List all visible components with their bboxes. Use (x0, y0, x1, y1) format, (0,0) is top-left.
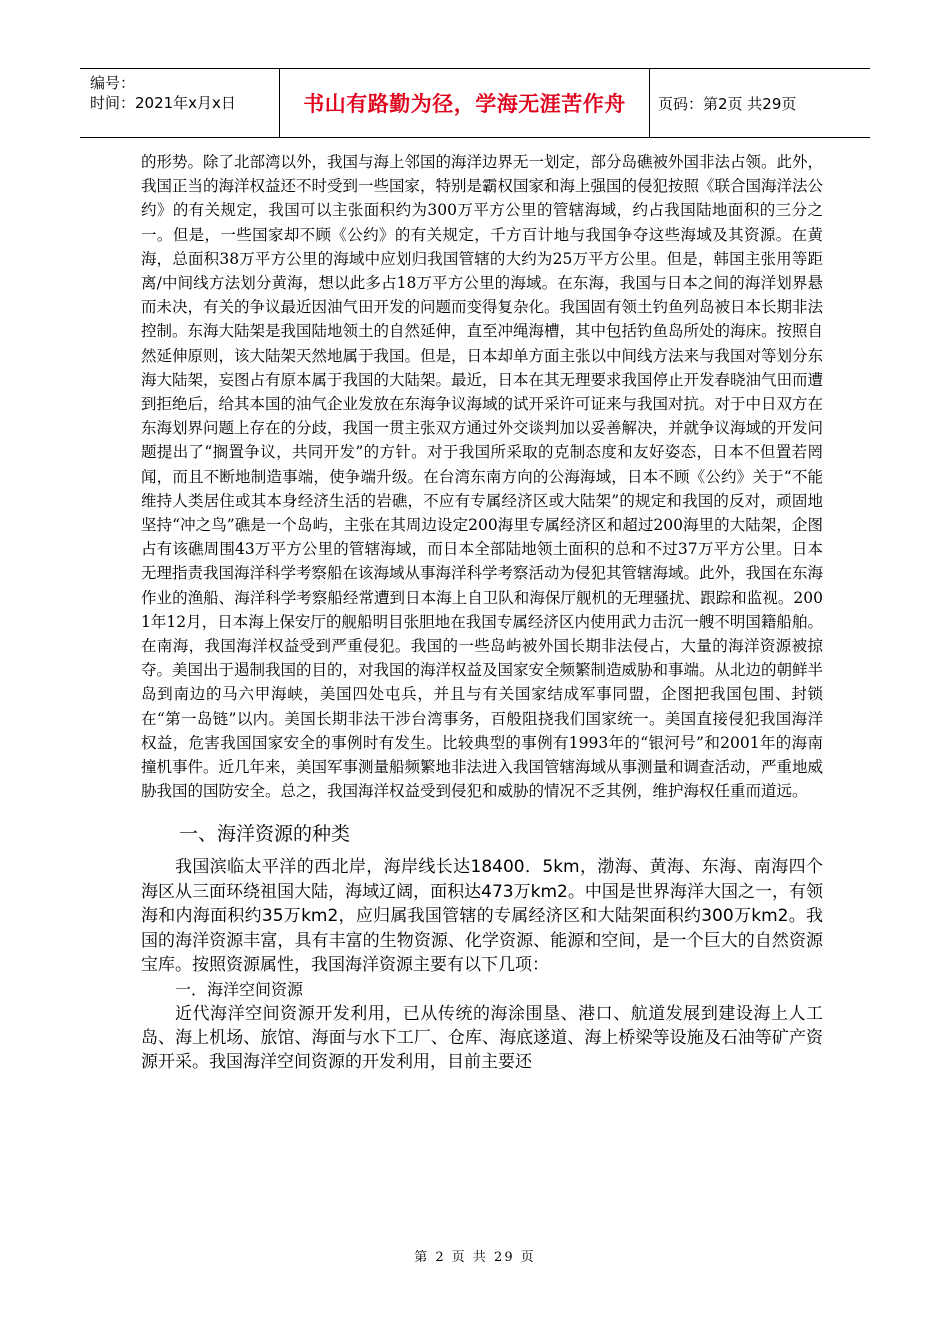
subsection-heading: 一．海洋空间资源 (175, 979, 304, 999)
header-page-cell (650, 69, 870, 137)
body-paragraph: 我国滨临太平洋的西北岸，海岸线长达18400．5km，渤海、黄海、东海、南海四个海区从三面环绕祖国大陆，海域辽阔，面积达473万km2。中国是世界海洋大国之一，有领海和内海面积约35万km2，应归属我国管辖的专属经济区和大陆架面积约300万km2。我国的海洋资源丰富，具有丰富的生物资源、化学资源、能源和空间，是一个巨大的自然资源宝库。按照资源属性，我国海洋资源主要有以下几项： (141, 857, 823, 976)
section-heading: 一、海洋资源的种类 (179, 823, 351, 846)
header-motto-cell (280, 69, 650, 137)
header-page-number: 页码：第2页 共29页 (658, 94, 797, 113)
header-motto: 书山有路勤为径，学海无涯苦作舟 (303, 92, 626, 116)
page-footer: 第 2 页 共 29 页 (414, 1250, 536, 1265)
document-date-label: 时间：2021年x月x日 (90, 94, 236, 112)
page-header (80, 68, 870, 138)
body-paragraph: 的形势。除了北部湾以外，我国与海上邻国的海洋边界无一划定，部分岛礁被外国非法占领。此外，我国正当的海洋权益还不时受到一些国家，特别是霸权国家和海上强国的侵犯按照《联合国海洋法公约》的有关规定，我国可以主张面积约为300万平方公里的管辖海域，约占我国陆地面积的三分之一。但是，一些国家却不顾《公约》的有关规定，千方百计地与我国争夺这些海域及其资源。在黄海，总面积38万平方公里的海域中应划归我国管辖的大约为25万平方公里。但是，韩国主张用等距离/中间线方法划分黄海，想以此多占18万平方公里的海域。在东海，我国与日本之间的海洋划界悬而未决，有关的争议最近因油气田开发的问题而变得复杂化。我国固有领土钓鱼列岛被日本长期非法控制。东海大陆架是我国陆地领土的自然延伸，直至冲绳海槽，其中包括钓鱼岛所处的海床。按照自然延伸原则，该大陆架天然地属于我国。但是，日本却单方面主张以中间线方法来与我国对等划分东海大陆架，妄图占有原本属于我国的大陆架。最近，日本在其无理要求我国停止开发春晓油气田而遭到拒绝后，给其本国的油气企业发放在东海争议海域的试开采许可证来与我国对抗。对于中日双方在东海划界问题上存在的分歧，我国一贯主张双方通过外交谈判加以妥善解决，并就争议海域的开发问题提出了“搁置争议，共同开发”的方针。对于我国所采取的克制态度和友好姿态，日本不但置若罔闻，而且不断地制造事端，使争端升级。在台湾东南方向的公海海域，日本不顾《公约》关于“不能维持人类居住或其本身经济生活的岩礁，不应有专属经济区或大陆架”的规定和我国的反对，顽固地坚持“冲之鸟”礁是一个岛屿，主张在其周边设定200海里专属经济区和超过200海里的大陆架，企图占有该礁周围43万平方公里的管辖海域，而日本全部陆地领土面积的总和不过37万平方公里。日本无理指责我国海洋科学考察船在该海域从事海洋科学考察活动为侵犯其管辖海域。此外，我国在东海作业的渔船、海洋科学考察船经常遭到日本海上自卫队和海保厅舰机的无理骚扰、跟踪和监视。2001年12月，日本海上保安厅的舰船明目张胆地在我国专属经济区内使用武力击沉一艘不明国籍船舶。在南海，我国海洋权益受到严重侵犯。我国的一些岛屿被外国长期非法侵占，大量的海洋资源被掠夺。美国出于遏制我国的目的，对我国的海洋权益及国家安全频繁制造威胁和事端。从北边的朝鲜半岛到南边的马六甲海峡，美国四处屯兵，并且与有关国家结成军事同盟，企图把我国包围、封锁在“第一岛链”以内。美国长期非法干涉台湾事务，百般阻挠我们国家统一。美国直接侵犯我国海洋权益，危害我国国家安全的事例时有发生。比较典型的事例有1993年的“银河号”和2001年的海南撞机事件。近几年来，美国军事测量船频繁地非法进入我国管辖海域从事测量和调查活动，严重地威胁我国的国防安全。总之，我国海洋权益受到侵犯和威胁的情况不乏其例，维护海权任重而道远。 (141, 153, 824, 801)
body-paragraph: 近代海洋空间资源开发利用，已从传统的海涂围垦、港口、航道发展到建设海上人工岛、海上机场、旅馆、海面与水下工厂、仓库、海底遂道、海上桥梁等设施及石油等矿产资源开采。我国海洋空间资源的开发利用，目前主要还 (141, 1003, 823, 1073)
document-body (141, 150, 823, 1075)
document-code-label: 编号： (90, 74, 136, 92)
header-meta (80, 69, 280, 137)
